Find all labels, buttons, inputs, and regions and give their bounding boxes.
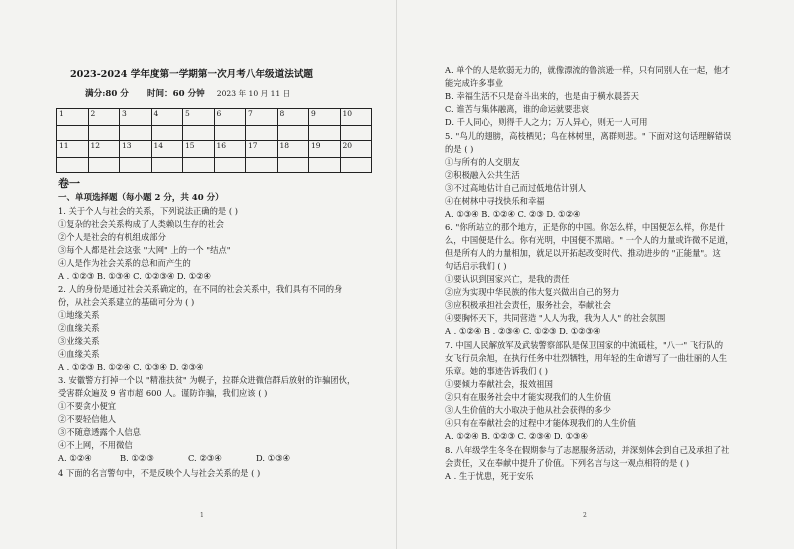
q4-option-b: B. 幸福生活不只是奋斗出来的，也是由于横水晨荟天: [445, 91, 639, 101]
q6-statement: ③应积极承担社会责任，服务社会，奉献社会: [445, 300, 611, 310]
answer-blank[interactable]: [120, 126, 152, 141]
answer-cell: 4: [151, 109, 183, 126]
q1-statement: ④人是作为社会关系的总和而产生的: [58, 258, 191, 268]
answer-cell: 7: [246, 109, 278, 126]
q5-statement: ④在树林中寻找快乐和幸福: [445, 196, 545, 206]
answer-blank[interactable]: [277, 158, 309, 173]
q3-statement: ①不要贪小便宜: [58, 401, 117, 411]
question-4: 4 下面的名言警句中，不是反映个人与社会关系的是 ( ): [58, 468, 261, 478]
question-8-cont: 会责任，又在奉献中提升了价值。下列名言与这一观点相符的是 ( ): [445, 458, 690, 468]
exam-meta: [85, 88, 290, 100]
q3-option-b: B. ①②③: [120, 453, 154, 463]
answer-cell: 15: [183, 141, 215, 158]
answer-cell: 5: [183, 109, 215, 126]
answer-cell: 13: [120, 141, 152, 158]
q6-statement: ①要认识到国家兴亡，是我的责任: [445, 274, 570, 284]
answer-blank[interactable]: [151, 158, 183, 173]
question-7-cont: 乐章。她的事迹告诉我们 ( ): [445, 366, 549, 376]
question-2: 2. 人的身份是通过社会关系确定的，在不同的社会关系中，我们具有不同的身: [58, 284, 343, 294]
page-number: 2: [583, 512, 587, 519]
question-6-cont: 么，中国便是什么。你有光明，中国便不黑暗。" 一个人的力量或许微不足道，: [445, 235, 734, 245]
q1-options: A . ①②③ B. ①③④ C. ①②③④ D. ①②④: [58, 271, 211, 281]
answer-cell: 20: [340, 141, 372, 158]
question-6: 6. "你所站立的那个地方，正是你的中国。你怎么样，中国便怎么样，你是什: [445, 222, 725, 232]
q3-statement: ④不上网，不用微信: [58, 440, 133, 450]
answer-cell: 9: [309, 109, 341, 126]
answer-cell: 18: [277, 141, 309, 158]
section-title: 卷一: [58, 177, 80, 190]
answer-cell: 2: [88, 109, 120, 126]
answer-blank[interactable]: [183, 126, 215, 141]
q5-statement: ①与所有的人交朋友: [445, 157, 520, 167]
answer-blank[interactable]: [340, 126, 372, 141]
answer-blank[interactable]: [183, 158, 215, 173]
q3-statement: ②不要轻信他人: [58, 414, 117, 424]
question-5: 5. "鸟儿的翅膀，高枝栖见；鸟在林树里，离群则悲。" 下面对这句话理解错误: [445, 131, 732, 141]
answer-cell: 16: [214, 141, 246, 158]
q1-statement: ①复杂的社会关系构成了人类赖以生存的社会: [58, 219, 224, 229]
q2-statement: ③业缘关系: [58, 336, 100, 346]
answer-cell: 14: [151, 141, 183, 158]
q7-statement: ④只有在奉献社会的过程中才能体现我们的人生价值: [445, 418, 636, 428]
page-number: 1: [200, 512, 204, 519]
answer-cell: 10: [340, 109, 372, 126]
answer-cell: 3: [120, 109, 152, 126]
answer-blank[interactable]: [309, 158, 341, 173]
exam-title: 2023-2024 学年度第一学期第一次月考八年级道法试题: [70, 69, 314, 80]
q2-statement: ④血缘关系: [58, 349, 100, 359]
question-7: 7. 中国人民解放军及武装警察部队是保卫国家的中流砥柱，"八一" 飞行队的: [445, 340, 724, 350]
q8-option-a: A . 生于忧患，死于安乐: [445, 471, 534, 481]
q1-statement: ③每个人都是社会这张 "大网" 上的一个 "结点": [58, 245, 231, 255]
answer-blank[interactable]: [246, 158, 278, 173]
q3-statement: ③不随意透露个人信息: [58, 427, 141, 437]
q4-option-c: C. 谁苦与集体融离，谁的命运就要悲哀: [445, 104, 590, 114]
answer-cell: 6: [214, 109, 246, 126]
answer-blank[interactable]: [88, 126, 120, 141]
q5-statement: ③不过高地估计自己而过低地估计别人: [445, 183, 587, 193]
answer-row-blank-1: [57, 126, 372, 141]
answer-cell: 19: [309, 141, 341, 158]
q2-statement: ②血缘关系: [58, 323, 100, 333]
answer-row-blank-2: [57, 158, 372, 173]
q3-option-a: A. ①②④: [58, 453, 92, 463]
q2-statement: ①地缘关系: [58, 310, 100, 320]
q1-statement: ②个人是社会的有机组成部分: [58, 232, 166, 242]
q4-option-a: A. 单个的人是软弱无力的，就像漂流的鲁滨逊一样，只有同别人在一起，他才: [445, 65, 731, 75]
answer-row-numbers-2: [57, 141, 372, 158]
answer-blank[interactable]: [151, 126, 183, 141]
question-5-cont: 的是 ( ): [445, 144, 474, 154]
answer-row-numbers-1: [57, 109, 372, 126]
answer-grid: [56, 108, 372, 173]
answer-blank[interactable]: [88, 158, 120, 173]
q7-statement: ③人生价值的大小取决于他从社会获得的多少: [445, 405, 611, 415]
q4-option-a-cont: 能完成许多事业: [445, 78, 504, 88]
answer-blank[interactable]: [309, 126, 341, 141]
answer-blank[interactable]: [120, 158, 152, 173]
q6-options: A . ①②④ B . ②③④ C. ①②③ D. ①②③④: [445, 326, 601, 336]
answer-blank[interactable]: [246, 126, 278, 141]
answer-blank[interactable]: [340, 158, 372, 173]
question-6-cont: 句话启示我们 ( ): [445, 261, 507, 271]
section-heading: 一、单项选择题（每小题 2 分，共 40 分）: [58, 193, 224, 203]
answer-cell: 1: [57, 109, 89, 126]
question-2-cont: 份，从社会关系建立的基础可分为 ( ): [58, 297, 195, 307]
q3-option-d: D. ①③④: [256, 453, 290, 463]
answer-blank[interactable]: [214, 126, 246, 141]
q7-statement: ①要倾力奉献社会，报效祖国: [445, 379, 553, 389]
answer-cell: 8: [277, 109, 309, 126]
q7-statement: ②只有在服务社会中才能实现我们的人生价值: [445, 392, 611, 402]
question-8: 8. 八年级学生冬冬在假期参与了志愿服务活动，并深刻体会到自己及承担了社: [445, 445, 730, 455]
q5-statement: ②积极融入公共生活: [445, 170, 520, 180]
question-7-cont: 女飞行员余旭，在执行任务中壮烈牺牲，用年轻的生命谱写了一曲壮丽的人生: [445, 353, 728, 363]
q4-option-d: D. 千人同心，则得千人之力；万人异心，则无一人可用: [445, 117, 648, 127]
q6-statement: ④要胸怀天下，共同营造 "人人为我，我为人人" 的社会氛围: [445, 313, 666, 323]
q2-options: A . ①②③ B. ①②④ C. ①③④ D. ②③④: [58, 362, 204, 372]
answer-blank[interactable]: [277, 126, 309, 141]
score-label: 满分:80 分: [85, 89, 129, 99]
exam-date: 2023 年 10 月 11 日: [216, 89, 291, 98]
question-1: 1. 关于个人与社会的关系，下列说法正确的是 ( ): [58, 206, 238, 216]
answer-cell: 11: [57, 141, 89, 158]
answer-cell: 12: [88, 141, 120, 158]
time-label: 时间：60 分钟: [146, 89, 205, 99]
q3-option-c: C. ②③④: [188, 453, 222, 463]
answer-blank[interactable]: [57, 126, 89, 141]
q5-options: A. ①③④ B. ①②④ C. ②③ D. ①②④: [445, 209, 581, 219]
answer-cell: 17: [246, 141, 278, 158]
answer-blank[interactable]: [214, 158, 246, 173]
answer-blank[interactable]: [57, 158, 89, 173]
question-6-cont: 但是所有人的力量相加，就足以开拓起改变时代、推动进步的 "正能量"。这: [445, 248, 721, 258]
question-3-cont: 受害群众遍及 9 省市超 600 人。谨防诈骗，我们应该 ( ): [58, 388, 268, 398]
exam-page-2: [397, 0, 794, 549]
q7-options: A. ①②④ B. ①②③ C. ②③④ D. ①③④: [445, 431, 588, 441]
question-3: 3. 安徽警方打掉一个以 "精准扶贫" 为幌子，拉群众进微信群后放射的诈骗团伙，: [58, 375, 356, 385]
q6-statement: ②应为实现中华民族的伟大复兴做出自己的努力: [445, 287, 620, 297]
